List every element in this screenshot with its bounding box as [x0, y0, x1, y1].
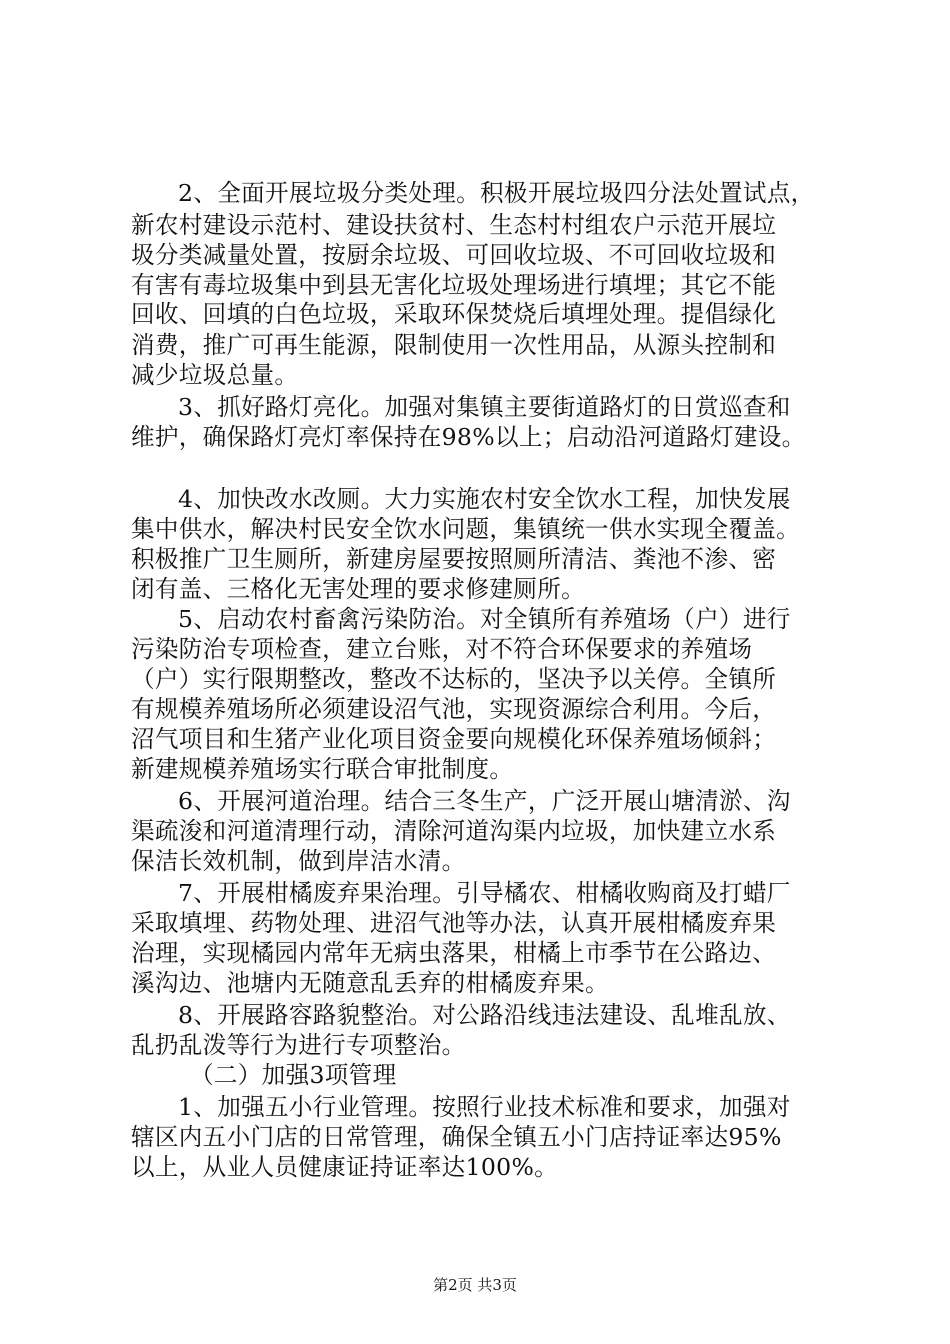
paragraph-7-line: 治理，实现橘园内常年无病虫落果，柑橘上市季节在公路边、	[131, 939, 777, 967]
paragraph-5-line: 有规模养殖场所必须建设沼气池，实现资源综合利用。今后，	[131, 695, 777, 723]
paragraph-5-line: 5、启动农村畜禽污染防治。对全镇所有养殖场（户）进行	[178, 605, 791, 633]
page-footer: 第2页 共3页	[433, 1276, 517, 1294]
paragraph-2-line: 新农村建设示范村、建设扶贫村、生态村村组农户示范开展垃	[131, 211, 777, 239]
paragraph-2-line: 回收、回填的白色垃圾，采取环保焚烧后填埋处理。提倡绿化	[131, 300, 777, 328]
paragraph-2-line: 消费，推广可再生能源，限制使用一次性用品，从源头控制和	[131, 331, 777, 359]
paragraph-9-line: 以上，从业人员健康证持证率达100%。	[131, 1153, 559, 1181]
paragraph-7-line: 采取填埋、药物处理、进沼气池等办法，认真开展柑橘废弃果	[131, 909, 777, 937]
paragraph-7-line: 溪沟边、池塘内无随意乱丢弃的柑橘废弃果。	[131, 969, 609, 997]
paragraph-3-line: 维护，确保路灯亮灯率保持在98%以上；启动沿河道路灯建设。	[131, 423, 806, 451]
paragraph-3-line: 3、抓好路灯亮化。加强对集镇主要街道路灯的日赏巡查和	[178, 393, 791, 421]
paragraph-4-line: 4、加快改水改厕。大力实施农村安全饮水工程，加快发展	[178, 485, 791, 513]
paragraph-8-line: 乱扔乱泼等行为进行专项整治。	[131, 1031, 466, 1059]
paragraph-6-line: 6、开展河道治理。结合三冬生产，广泛开展山塘清淤、沟	[178, 787, 791, 815]
paragraph-5-line: （户）实行限期整改，整改不达标的，坚决予以关停。全镇所	[131, 665, 777, 693]
paragraph-6-line: 保洁长效机制，做到岸洁水清。	[131, 847, 466, 875]
paragraph-2-line: 圾分类减量处置，按厨余垃圾、可回收垃圾、不可回收垃圾和	[131, 241, 777, 269]
paragraph-5-line: 沼气项目和生猪产业化项目资金要向规模化环保养殖场倾斜；	[131, 725, 777, 753]
section-heading: （二）加强3项管理	[190, 1061, 397, 1089]
paragraph-6-line: 渠疏浚和河道清理行动，清除河道沟渠内垃圾，加快建立水系	[131, 817, 777, 845]
paragraph-9-line: 辖区内五小门店的日常管理，确保全镇五小门店持证率达95%	[131, 1123, 782, 1151]
paragraph-7-line: 7、开展柑橘废弃果治理。引导橘农、柑橘收购商及打蜡厂	[178, 879, 791, 907]
paragraph-8-line: 8、开展路容路貌整治。对公路沿线违法建设、乱堆乱放、	[178, 1001, 791, 1029]
paragraph-4-line: 积极推广卫生厕所，新建房屋要按照厕所清洁、粪池不渗、密	[131, 545, 777, 573]
paragraph-4-line: 集中供水，解决村民安全饮水问题，集镇统一供水实现全覆盖。	[131, 515, 801, 543]
paragraph-9-line: 1、加强五小行业管理。按照行业技术标准和要求，加强对	[178, 1093, 791, 1121]
paragraph-5-line: 新建规模养殖场实行联合审批制度。	[131, 755, 514, 783]
paragraph-4-line: 闭有盖、三格化无害处理的要求修建厕所。	[131, 575, 585, 603]
paragraph-2-line: 2、全面开展垃圾分类处理。积极开展垃圾四分法处置试点，	[178, 179, 815, 207]
paragraph-2-line: 减少垃圾总量。	[131, 361, 299, 389]
paragraph-2-line: 有害有毒垃圾集中到县无害化垃圾处理场进行填埋；其它不能	[131, 271, 777, 299]
paragraph-5-line: 污染防治专项检查，建立台账，对不符合环保要求的养殖场	[131, 635, 753, 663]
